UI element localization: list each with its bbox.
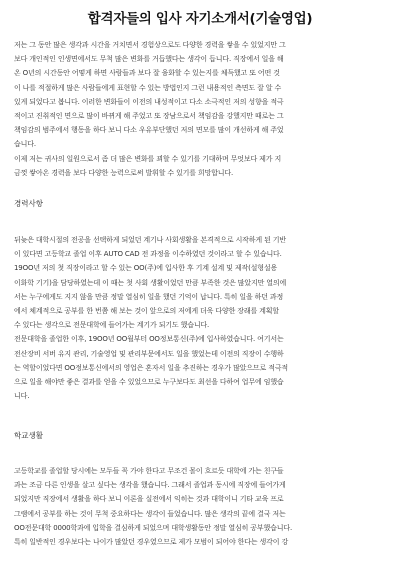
text-line: 특히 일반적인 경우보다는 나이가 많았던 경우였으므로 제가 모범이 되어야 한다는 생각이 강 <box>14 538 289 547</box>
text-line: 습니다. <box>14 140 36 149</box>
text-line: 책임감의 범주에서 행동을 하다 보니 다소 우유부단했던 저의 면모를 많이 개선하게 해 주었 <box>14 126 284 135</box>
text-line: 전문대학을 졸업한 이후, 19OO년 OO월부터 OO정보통신(주)에 입사하였습니다. 여기서는 <box>14 335 284 344</box>
text-line: 이 나를 적절하게 많은 사람들에게 표현할 수 있는 방법인지 그런 내용적인 측면도 잘 알 수 <box>14 83 282 92</box>
text-line: 되었지만 직장에서 생활을 하다 보니 이론을 실전에서 익히는 것과 대학이니 기타 교육 프로 <box>14 495 284 504</box>
document-title: 합격자들의 입사 자기소개서(기술영업) <box>87 11 313 27</box>
intro-paragraph <box>14 38 386 180</box>
text-line: 이제 저는 귀사의 일원으로서 좀 더 많은 변화를 꾀할 수 있기를 기대하며 무엇보다 제가 지 <box>14 154 282 163</box>
school-paragraph <box>14 464 386 549</box>
text-line: 는 역할이었다면 OO정보통신에서의 영업은 혼자서 일을 추진하는 경우가 많았으므로 적극적 <box>14 363 289 372</box>
career-paragraph <box>14 233 386 403</box>
text-line: 적이고 진취적인 면으로 많이 바뀌게 해 주었고 또 장남으로서 책임감을 강했지만 때로는 그 <box>14 112 284 121</box>
text-line: 서는 누구에게도 지지 않을 만큼 정말 열심히 일을 했던 기억이 납니다. 특히 일을 하던 과정 <box>14 292 284 301</box>
text-line: 온 O년의 시간동안 어떻게 하면 사람들과 보다 잘 융화할 수 있는지를 체득했고 또 어떤 것 <box>14 69 280 78</box>
text-line: 니다. <box>14 392 30 401</box>
text-line: 뒤늦은 대학시절의 전공을 선택하게 되었던 계기나 사회생활을 본격적으로 시작하게 된 기반 <box>14 236 287 244</box>
text-line: 보다 개인적인 인생면에서도 무척 많은 변화를 거듭했다는 생각이 듭니다. 직장에서 일을 해 <box>14 55 284 64</box>
text-line: 전산장비 서버 유지 관리, 기술영업 및 관리부문에서도 일을 했었는데 이전의 직장이 수행하 <box>14 349 284 358</box>
text-line: 고등학교를 졸업할 당시에는 모두들 꼭 가야 한다고 무조건 몰이 흐르듯 대학에 가는 친구들 <box>14 467 284 475</box>
text-line: 과는 조금 다른 인생을 살고 싶다는 생각을 했습니다. 그래서 졸업과 동시에 직장에 들어가게 <box>14 481 286 490</box>
text-line: OO전문대학 0000학과에 입학을 결심하게 되었으며 대학생활동안 정말 열심히 공부했습니다. <box>14 523 293 532</box>
text-line: 이 있다면 고등학교 졸업 이후 AUTO CAD 전 과정을 이수하였던 것이라고 할 수 있습니다. <box>14 250 282 259</box>
career-heading: 경력사항 <box>14 199 43 208</box>
text-line: 저는 그 동안 많은 생각과 시간을 거치면서 경험상으로도 다양한 경력을 쌓을 수 있었지만 그 <box>14 41 286 49</box>
text-line: 에서 체계적으로 공부를 한 번쯤 해 보는 것이 앞으로의 저에게 더욱 다양한 장래를 계획할 <box>14 307 280 316</box>
text-line: 금껏 쌓아온 경력을 보다 다양한 능력으로써 발휘할 수 있기를 희망합니다. <box>14 168 234 177</box>
school-heading: 학교생활 <box>14 431 43 440</box>
text-line: 수 있다는 생각으로 전문대학에 들어가는 계기가 되기도 했습니다. <box>14 321 210 330</box>
text-line: 있게 되었다고 봅니다. 이러한 변화들이 이전의 내성적이고 다소 소극적인 저의 성향을 적극 <box>14 97 284 106</box>
text-line: 19OO년 저의 첫 직장이라고 할 수 있는 OO(주)에 입사한 후 기계 설계 및 제작(설형설용 <box>14 264 278 273</box>
text-line: 이화학 기기)을 담당하였는데 이 때는 첫 사회 생활이었던 만큼 부족한 것은 많았지만 열의에 <box>14 278 287 287</box>
text-line: 그램에서 공부를 하는 것이 무척 중요하다는 생각이 들었습니다. 많은 생각의 끝에 결국 저는 <box>14 509 286 518</box>
text-line: 으로 일을 해야만 좋은 결과를 얻을 수 있었으므로 누구보다도 최선을 다하여 업무에 임했습 <box>14 378 284 387</box>
